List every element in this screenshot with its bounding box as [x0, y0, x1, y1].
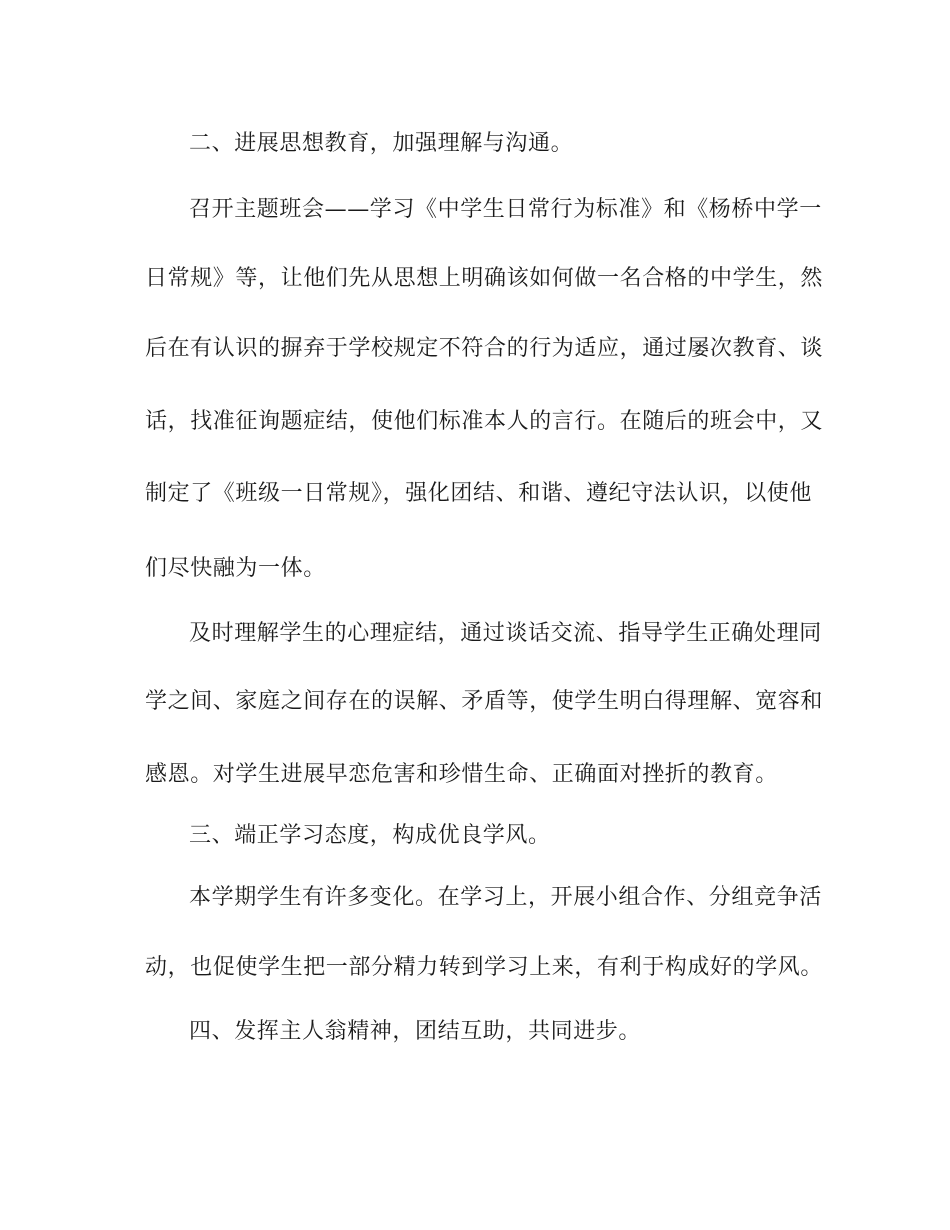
- paragraph-line: 及时理解学生的心理症结，通过谈话交流、指导学生正确处理同: [189, 621, 822, 646]
- paragraph-line: 本学期学生有许多变化。在学习上，开展小组合作、分组竞争活: [189, 885, 822, 910]
- section-heading-2: 二、进展思想教育，加强理解与沟通。: [189, 131, 574, 156]
- paragraph-line: 后在有认识的摒弃于学校规定不符合的行为适应，通过屡次教育、谈: [145, 336, 824, 361]
- section-heading-4: 四、发挥主人翁精神，团结互助，共同进步。: [189, 1019, 642, 1044]
- paragraph-line: 制定了《班级一日常规》，强化团结、和谐、遵纪守法认识，以使他: [145, 481, 813, 506]
- paragraph-line: 话，找准征询题症结，使他们标准本人的言行。在随后的班会中，又: [145, 409, 824, 434]
- paragraph-line: 感恩。对学生进展早恋危害和珍惜生命、正确面对挫折的教育。: [145, 762, 778, 787]
- paragraph-line: 学之间、家庭之间存在的误解、矛盾等，使学生明白得理解、宽容和: [145, 689, 824, 714]
- paragraph-line: 日常规》等，让他们先从思想上明确该如何做一名合格的中学生，然: [145, 266, 824, 291]
- paragraph-line: 们尽快融为一体。: [145, 556, 326, 581]
- section-heading-3: 三、端正学习态度，构成优良学风。: [189, 823, 551, 848]
- paragraph-line: 召开主题班会——学习《中学生日常行为标准》和《杨桥中学一: [189, 197, 822, 222]
- paragraph-line: 动，也促使学生把一部分精力转到学习上来，有利于构成好的学风。: [145, 955, 824, 980]
